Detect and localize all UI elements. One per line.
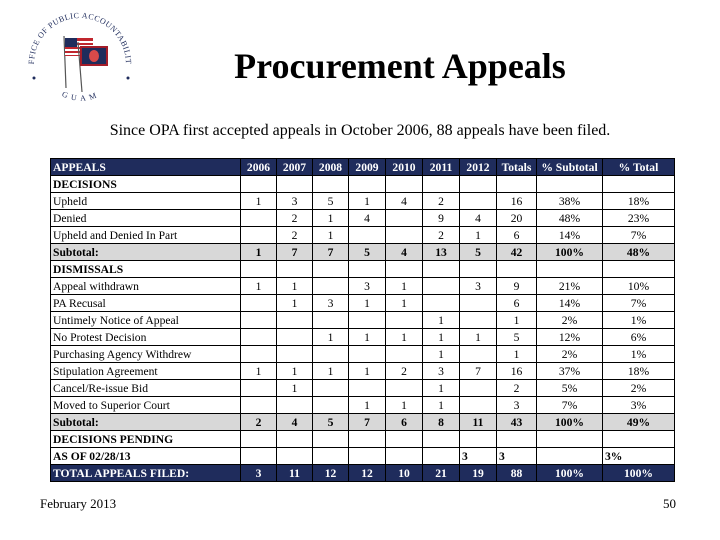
- row-label: Subtotal:: [51, 414, 241, 431]
- table-cell: 1: [349, 363, 386, 380]
- table-cell: [497, 431, 537, 448]
- table-cell: [386, 380, 423, 397]
- table-cell: 1: [423, 397, 460, 414]
- row-label: DECISIONS: [51, 176, 241, 193]
- seal-text-top: FFICE OF PUBLIC ACCOUNTABILIT: [26, 10, 134, 65]
- table-cell: 2: [277, 210, 313, 227]
- table-cell: 21: [423, 465, 460, 482]
- table-row: [51, 397, 675, 414]
- table-cell: 1: [423, 346, 460, 363]
- table-cell: [241, 261, 277, 278]
- table-cell: [313, 312, 349, 329]
- table-cell: 12: [349, 465, 386, 482]
- table-cell: 1: [313, 227, 349, 244]
- table-cell: [460, 346, 497, 363]
- table-cell: [349, 346, 386, 363]
- table-cell: [423, 261, 460, 278]
- table-cell: 2%: [537, 312, 603, 329]
- table-cell: [423, 448, 460, 465]
- table-cell: 6%: [603, 329, 675, 346]
- table-cell: 5: [313, 414, 349, 431]
- row-label: Purchasing Agency Withdrew: [51, 346, 241, 363]
- table-cell: [603, 261, 675, 278]
- table-cell: 5: [349, 244, 386, 261]
- column-header: 2009: [349, 159, 386, 176]
- table-cell: 49%: [603, 414, 675, 431]
- table-cell: 3: [349, 278, 386, 295]
- table-cell: 5: [497, 329, 537, 346]
- column-header: 2008: [313, 159, 349, 176]
- table-cell: [313, 261, 349, 278]
- table-cell: [497, 176, 537, 193]
- section-row: [51, 448, 675, 465]
- table-cell: 11: [277, 465, 313, 482]
- table-cell: [349, 176, 386, 193]
- table-cell: 48%: [537, 210, 603, 227]
- table-cell: [497, 261, 537, 278]
- column-header: % Subtotal: [537, 159, 603, 176]
- table-cell: 48%: [603, 244, 675, 261]
- table-cell: [241, 176, 277, 193]
- table-cell: [423, 295, 460, 312]
- table-cell: 3: [241, 465, 277, 482]
- appeals-table: [50, 158, 675, 482]
- table-cell: 16: [497, 363, 537, 380]
- table-cell: 1: [460, 227, 497, 244]
- table-row: [51, 380, 675, 397]
- table-cell: [277, 431, 313, 448]
- table-row: [51, 278, 675, 295]
- row-label: DISMISSALS: [51, 261, 241, 278]
- table-cell: 14%: [537, 295, 603, 312]
- table-row: [51, 346, 675, 363]
- table-cell: [349, 227, 386, 244]
- table-cell: [277, 346, 313, 363]
- table-cell: [460, 176, 497, 193]
- table-cell: [241, 397, 277, 414]
- table-cell: 3: [313, 295, 349, 312]
- table-row: [51, 295, 675, 312]
- row-label: Untimely Notice of Appeal: [51, 312, 241, 329]
- table-cell: [241, 210, 277, 227]
- table-cell: [349, 312, 386, 329]
- table-cell: [386, 176, 423, 193]
- table-cell: 1: [349, 193, 386, 210]
- column-header: % Total: [603, 159, 675, 176]
- column-header: 2011: [423, 159, 460, 176]
- page-title: Procurement Appeals: [234, 46, 566, 86]
- table-cell: 11: [460, 414, 497, 431]
- page-number: 50: [663, 496, 676, 511]
- table-cell: [313, 380, 349, 397]
- table-cell: 1: [241, 278, 277, 295]
- table-cell: 1: [277, 278, 313, 295]
- table-row: [51, 193, 675, 210]
- table-cell: 16: [497, 193, 537, 210]
- table-cell: [603, 176, 675, 193]
- row-label: Upheld and Denied In Part: [51, 227, 241, 244]
- table-row: [51, 210, 675, 227]
- table-cell: 1: [349, 397, 386, 414]
- table-cell: 1: [386, 397, 423, 414]
- table-cell: [423, 176, 460, 193]
- table-cell: 3: [460, 448, 497, 465]
- table-cell: 1: [497, 312, 537, 329]
- table-cell: 1: [349, 295, 386, 312]
- table-cell: 4: [386, 193, 423, 210]
- row-label: Upheld: [51, 193, 241, 210]
- column-header: Totals: [497, 159, 537, 176]
- table-cell: 7%: [603, 295, 675, 312]
- table-cell: 3: [460, 278, 497, 295]
- table-cell: 8: [423, 414, 460, 431]
- table-cell: 3%: [603, 397, 675, 414]
- opa-seal-logo: [22, 8, 140, 108]
- table-cell: 3: [423, 363, 460, 380]
- subtotal-row: [51, 244, 675, 261]
- seal-text-bottom: GUAM: [60, 89, 102, 104]
- table-cell: 23%: [603, 210, 675, 227]
- table-cell: 2: [386, 363, 423, 380]
- table-cell: [313, 448, 349, 465]
- table-cell: [241, 448, 277, 465]
- row-label: DECISIONS PENDING: [51, 431, 241, 448]
- table-cell: [460, 431, 497, 448]
- table-cell: [460, 193, 497, 210]
- table-cell: [537, 431, 603, 448]
- table-cell: 1%: [603, 312, 675, 329]
- table-cell: 2: [423, 193, 460, 210]
- table-cell: 5: [313, 193, 349, 210]
- table-cell: 4: [460, 210, 497, 227]
- table-cell: [423, 431, 460, 448]
- row-label: Denied: [51, 210, 241, 227]
- table-cell: 1: [313, 210, 349, 227]
- table-cell: [241, 312, 277, 329]
- row-label: Moved to Superior Court: [51, 397, 241, 414]
- footer-date: February 2013: [40, 496, 117, 511]
- table-cell: [603, 431, 675, 448]
- table-cell: 4: [277, 414, 313, 431]
- section-row: [51, 176, 675, 193]
- table-cell: 2: [423, 227, 460, 244]
- svg-text:GUAM: [61, 89, 102, 103]
- table-cell: 7: [277, 244, 313, 261]
- table-cell: 2: [497, 380, 537, 397]
- table-cell: 18%: [603, 193, 675, 210]
- table-cell: [537, 176, 603, 193]
- row-label: PA Recusal: [51, 295, 241, 312]
- table-cell: [313, 346, 349, 363]
- row-label: Subtotal:: [51, 244, 241, 261]
- table-cell: [277, 448, 313, 465]
- table-cell: 100%: [537, 465, 603, 482]
- table-cell: 100%: [537, 414, 603, 431]
- table-cell: 5%: [537, 380, 603, 397]
- table-cell: [313, 176, 349, 193]
- section-row: [51, 261, 675, 278]
- table-cell: [277, 329, 313, 346]
- table-cell: 14%: [537, 227, 603, 244]
- column-header: 2006: [241, 159, 277, 176]
- row-label: Stipulation Agreement: [51, 363, 241, 380]
- table-cell: 21%: [537, 278, 603, 295]
- table-cell: 7%: [603, 227, 675, 244]
- table-cell: [241, 329, 277, 346]
- table-cell: 4: [349, 210, 386, 227]
- table-cell: 3%: [603, 448, 675, 465]
- table-cell: 1: [423, 312, 460, 329]
- table-cell: 1: [460, 329, 497, 346]
- table-cell: [460, 295, 497, 312]
- table-cell: [386, 431, 423, 448]
- subtotal-row: [51, 414, 675, 431]
- table-cell: 5: [460, 244, 497, 261]
- table-cell: [277, 176, 313, 193]
- table-row: [51, 363, 675, 380]
- table-cell: [241, 295, 277, 312]
- table-cell: 3: [277, 193, 313, 210]
- table-cell: 1: [241, 244, 277, 261]
- table-cell: 7: [313, 244, 349, 261]
- table-cell: 10%: [603, 278, 675, 295]
- row-label: Cancel/Re-issue Bid: [51, 380, 241, 397]
- appeals-table-body: [51, 176, 675, 482]
- table-cell: 7%: [537, 397, 603, 414]
- table-cell: [349, 448, 386, 465]
- table-cell: [313, 278, 349, 295]
- row-label: No Protest Decision: [51, 329, 241, 346]
- table-cell: 9: [497, 278, 537, 295]
- table-header-row: [51, 159, 675, 176]
- table-cell: 13: [423, 244, 460, 261]
- table-cell: [241, 431, 277, 448]
- table-cell: [277, 397, 313, 414]
- table-cell: 1: [277, 363, 313, 380]
- table-cell: [313, 397, 349, 414]
- table-cell: 12%: [537, 329, 603, 346]
- table-cell: 1: [423, 329, 460, 346]
- row-label: Appeal withdrawn: [51, 278, 241, 295]
- table-cell: 38%: [537, 193, 603, 210]
- table-cell: 1: [241, 363, 277, 380]
- table-cell: 7: [460, 363, 497, 380]
- table-row: [51, 329, 675, 346]
- column-header: 2012: [460, 159, 497, 176]
- table-cell: [460, 380, 497, 397]
- table-cell: 43: [497, 414, 537, 431]
- row-label: TOTAL APPEALS FILED:: [51, 465, 241, 482]
- table-cell: 1: [241, 193, 277, 210]
- table-cell: 88: [497, 465, 537, 482]
- column-header: 2007: [277, 159, 313, 176]
- table-cell: 1: [386, 295, 423, 312]
- table-cell: [537, 448, 603, 465]
- table-cell: 6: [386, 414, 423, 431]
- table-cell: [277, 312, 313, 329]
- table-cell: 37%: [537, 363, 603, 380]
- table-cell: 19: [460, 465, 497, 482]
- table-cell: 1: [386, 278, 423, 295]
- table-cell: 1: [313, 363, 349, 380]
- table-cell: 1: [349, 329, 386, 346]
- table-cell: [349, 431, 386, 448]
- total-row: [51, 465, 675, 482]
- table-cell: [460, 261, 497, 278]
- section-row: [51, 431, 675, 448]
- table-cell: [386, 346, 423, 363]
- table-cell: 3: [497, 397, 537, 414]
- table-cell: 1: [386, 329, 423, 346]
- table-cell: [241, 227, 277, 244]
- table-cell: [313, 431, 349, 448]
- table-cell: 18%: [603, 363, 675, 380]
- table-cell: [241, 380, 277, 397]
- table-row: [51, 312, 675, 329]
- table-cell: [241, 346, 277, 363]
- table-cell: [386, 210, 423, 227]
- table-cell: 6: [497, 227, 537, 244]
- table-cell: 2%: [537, 346, 603, 363]
- table-cell: [386, 261, 423, 278]
- table-cell: [460, 397, 497, 414]
- table-cell: 2%: [603, 380, 675, 397]
- guam-flag-icon: [78, 42, 108, 92]
- column-header: APPEALS: [51, 159, 241, 176]
- table-cell: [423, 278, 460, 295]
- table-cell: 2: [277, 227, 313, 244]
- table-cell: [386, 448, 423, 465]
- table-cell: [277, 261, 313, 278]
- table-cell: 100%: [603, 465, 675, 482]
- table-cell: 3: [497, 448, 537, 465]
- table-cell: 1: [423, 380, 460, 397]
- table-cell: 7: [349, 414, 386, 431]
- table-cell: [386, 227, 423, 244]
- table-cell: 9: [423, 210, 460, 227]
- column-header: 2010: [386, 159, 423, 176]
- table-cell: 4: [386, 244, 423, 261]
- table-cell: 2: [241, 414, 277, 431]
- table-cell: [386, 312, 423, 329]
- table-cell: 20: [497, 210, 537, 227]
- row-label: AS OF 02/28/13: [51, 448, 241, 465]
- table-cell: 1: [313, 329, 349, 346]
- table-cell: [349, 261, 386, 278]
- table-cell: 1%: [603, 346, 675, 363]
- table-cell: [537, 261, 603, 278]
- table-cell: 1: [277, 295, 313, 312]
- table-cell: 6: [497, 295, 537, 312]
- table-cell: 1: [277, 380, 313, 397]
- table-cell: 10: [386, 465, 423, 482]
- page-subtitle: Since OPA first accepted appeals in October 2006, 88 appeals have been filed.: [109, 122, 611, 139]
- table-cell: 1: [497, 346, 537, 363]
- table-row: [51, 227, 675, 244]
- table-cell: 42: [497, 244, 537, 261]
- table-cell: 100%: [537, 244, 603, 261]
- table-cell: [349, 380, 386, 397]
- table-cell: 12: [313, 465, 349, 482]
- table-cell: [460, 312, 497, 329]
